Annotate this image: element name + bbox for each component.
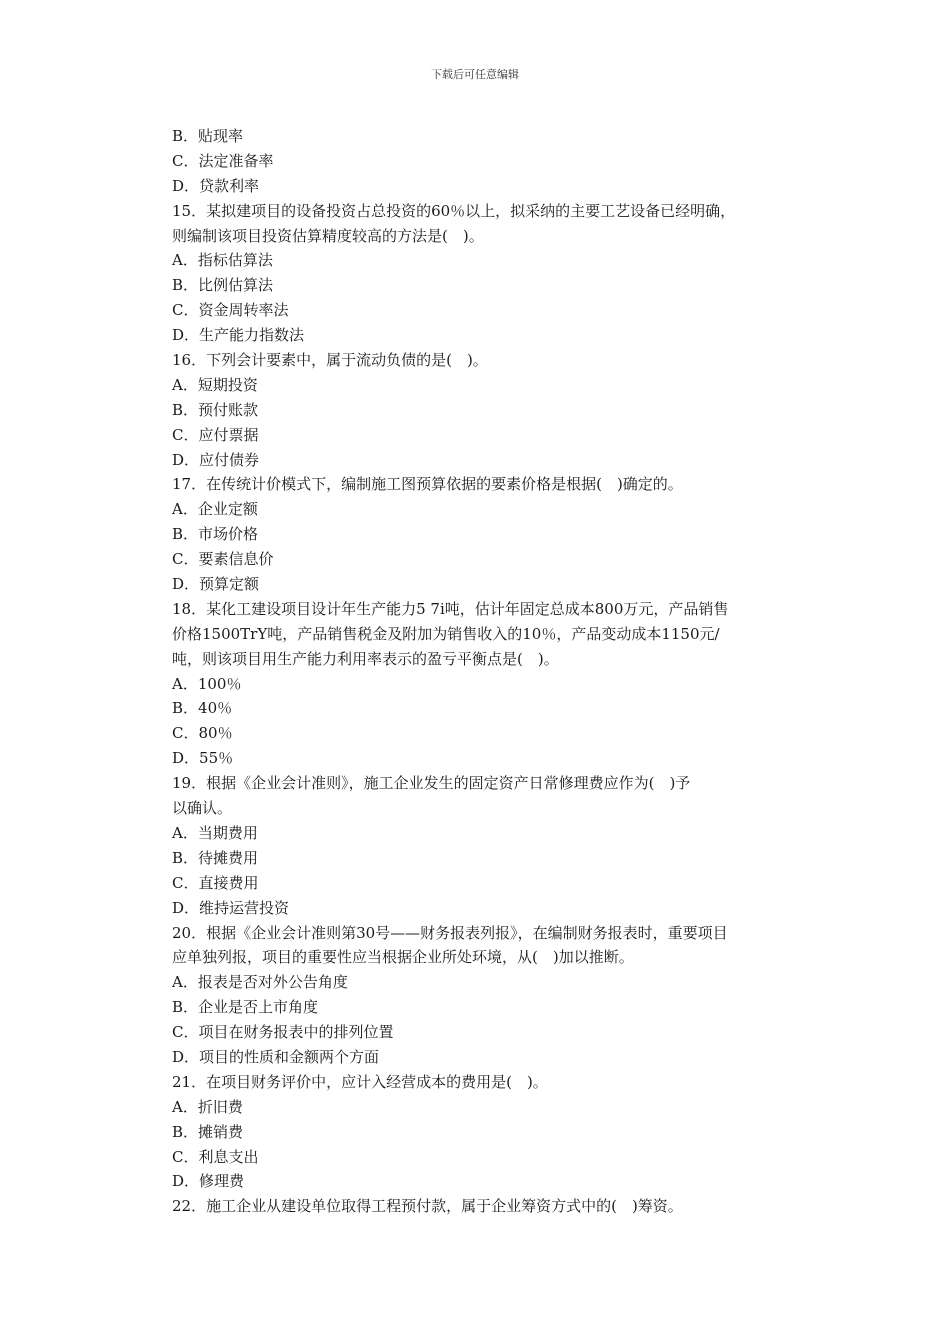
text-line: D．应付债券 [172,450,260,469]
text-line: B．摊销费 [172,1122,244,1141]
text-line: D．预算定额 [172,575,260,594]
text-line: C．利息支出 [172,1147,259,1166]
text-line: B．市场价格 [172,525,259,544]
text-line: A．指标估算法 [172,251,273,270]
text-line: C．要素信息价 [172,550,274,569]
text-line: B．比例估算法 [172,276,274,295]
text-line: 以确认。 [172,799,233,818]
text-line: 价格1500TrY吨，产品销售税金及附加为销售收入的10％，产品变动成本1150元/ [172,624,720,643]
text-line: B．40％ [172,699,233,718]
text-line: B．企业是否上市角度 [172,998,319,1017]
text-line: 则编制该项目投资估算精度较高的方法是( )。 [172,226,484,245]
text-line: B．待摊费用 [172,848,259,867]
text-line: A．短期投资 [172,375,258,394]
question-17-line: 17．在传统计价模式下，编制施工图预算依据的要素价格是根据( )确定的。 [172,475,683,494]
document-body [172,124,802,1219]
text-line: A．100％ [172,674,242,693]
question-15-line: 15．某拟建项目的设备投资占总投资的60％以上，拟采纳的主要工艺设备已经明确， [172,201,736,220]
question-16-line: 16．下列会计要素中，属于流动负债的是( )。 [172,351,488,370]
text-line: B．预付账款 [172,400,259,419]
text-line: B．贴现率 [172,127,244,145]
text-line: D．贷款利率 [172,176,260,195]
text-line: 吨，则该项目用生产能力利用率表示的盈亏平衡点是( )。 [172,649,559,668]
text-line: C．应付票据 [172,425,259,444]
text-line: A．当期费用 [172,823,258,842]
question-22-line: 22．施工企业从建设单位取得工程预付款，属于企业筹资方式中的( )筹资。 [172,1197,683,1216]
text-line: A．企业定额 [172,500,258,519]
text-line: 应单独列报，项目的重要性应当根据企业所处环境，从( )加以推断。 [172,948,634,967]
text-line: A．报表是否对外公告角度 [172,973,348,992]
text-line: C．资金周转率法 [172,301,289,320]
text-line: D．项目的性质和金额两个方面 [172,1047,380,1066]
text-line: C．直接费用 [172,873,259,892]
text-line: C．项目在财务报表中的排列位置 [172,1023,394,1042]
text-line: D．55％ [172,749,234,768]
text-line: D．生产能力指数法 [172,326,305,345]
question-21-line: 21．在项目财务评价中，应计入经营成本的费用是( )。 [172,1072,548,1091]
question-20-line: 20．根据《企业会计准则第30号——财务报表列报》，在编制财务报表时，重要项目 [172,923,728,942]
question-18-line: 18．某化工建设项目设计年生产能力5 7i吨，估计年固定总成本800万元，产品销售 [172,599,729,618]
question-19-line: 19．根据《企业会计准则》，施工企业发生的固定资产日常修理费应作为( )予 [172,774,691,793]
text-line: A．折旧费 [172,1097,243,1116]
page-header: 下载后可任意编辑 [431,68,519,81]
text-line: C．80％ [172,724,233,743]
text-line: C．法定准备率 [172,151,274,170]
text-line: D．修理费 [172,1172,245,1191]
text-line: D．维持运营投资 [172,898,290,917]
